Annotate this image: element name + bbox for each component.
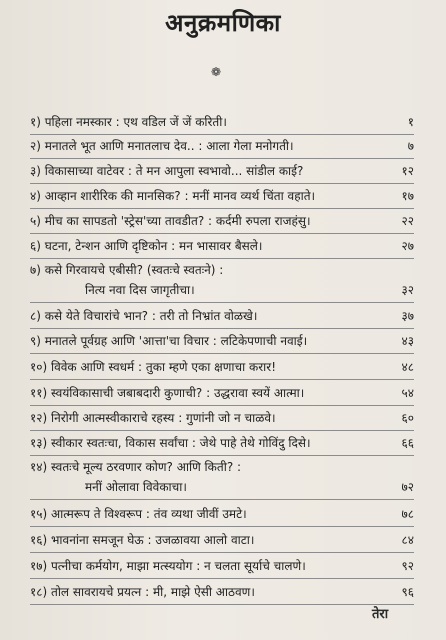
toc-entry — [30, 306, 414, 329]
toc-entry-title: १७) पत्नीचा कर्मयोग, माझा मत्स्ययोग : न चलता सूर्याचे चालणे। — [30, 559, 306, 573]
toc-entry-title: १४) स्वतःचे मूल्य ठरवणार कोण? आणि किती? : — [30, 460, 242, 474]
toc-entry-page: ७२ — [401, 480, 414, 494]
toc-entry — [30, 408, 414, 431]
toc-entry — [30, 211, 414, 234]
toc-entry-title: ४) आव्हान शारीरिक की मानसिक? : मनीं मानव व्यर्थ चिंता वहाते। — [30, 189, 316, 203]
toc-entry-page: ५४ — [401, 386, 414, 400]
toc-entry-title: १३) स्वीकार स्वतःचा, विकास सर्वांचा : जेथे पाहे तेथे गोविंदु दिसे। — [30, 436, 311, 450]
toc-entry-title: ७) कसे गिरवायचे एबीसी? (स्वतःचे स्वतःने) : — [30, 263, 224, 277]
toc-entry-page: २७ — [401, 239, 414, 253]
toc-entry-page: १ — [407, 115, 414, 129]
toc-entry-page: ७ — [407, 139, 414, 153]
toc-entry-title: १६) भावनांना समजून घेऊ : उजळावया आलो वाटा। — [30, 533, 255, 547]
page-title: अनुक्रमणिका — [165, 9, 281, 37]
toc-entry-page: ७८ — [401, 507, 414, 521]
toc-entry — [30, 260, 414, 303]
toc-entry — [30, 582, 414, 605]
flower-ornament-icon: ❁ — [210, 65, 222, 79]
toc-entry-page: ४८ — [401, 360, 414, 374]
toc-entry-page: ३२ — [401, 283, 414, 297]
toc-entry-title: १५) आत्मरूप ते विश्वरूप : तंव व्यथा जीवीं उमटे। — [30, 507, 247, 521]
toc-entry-title: २) मनातले भूत आणि मनातलाच देव.. : आला गेला मनोगती। — [30, 139, 294, 153]
toc-entry-page: १२ — [401, 164, 414, 178]
toc-entry-title: ९) मनातले पूर्वग्रह आणि 'आत्ता'चा विचार : लटिकेपणाची नवाई। — [30, 334, 308, 348]
toc-entry — [30, 504, 414, 527]
toc-entry — [30, 530, 414, 553]
toc-entry-title: १) पहिला नमस्कार : एथ वडिल जें जें करिती। — [30, 115, 227, 129]
toc-entry — [30, 236, 414, 259]
toc-entry — [30, 161, 414, 184]
toc-entry-page: ९६ — [401, 585, 414, 599]
toc-entry-page: २२ — [401, 214, 414, 228]
toc-entry — [30, 383, 414, 406]
toc-entry — [30, 457, 414, 500]
toc-entry-title: ८) कसे येते विचारांचे भान? : तरी तो निभ्रांत वोळखे। — [30, 309, 258, 323]
toc-entry — [30, 112, 414, 135]
toc-entry-subtitle: नित्य नवा दिस जागृतीचा। — [85, 283, 195, 297]
toc-entry-page: ३७ — [401, 309, 414, 323]
toc-entry-title: ५) मीच का सापडतो 'स्ट्रेस'च्या तावडीत? : कर्दमी रुपला राजहंसु। — [30, 214, 311, 228]
toc-entry-title: १८) तोल सावरायचे प्रयत्न : मी, माझे ऐसी आठवण। — [30, 585, 255, 599]
toc-entry-page: १७ — [401, 189, 414, 203]
toc-entry-page: ४३ — [401, 334, 414, 348]
toc-entry-page: ६६ — [401, 436, 414, 450]
toc-entry-title: ६) घटना, टेन्शन आणि दृष्टिकोन : मन भासावर बैसले। — [30, 239, 263, 253]
toc-entry-page: ६० — [401, 411, 414, 425]
toc-entry-page: ९२ — [401, 559, 414, 573]
toc-entry-title: ३) विकासाच्या वाटेवर : ते मन आपुला स्वभावो... सांडील काई? — [30, 164, 304, 178]
toc-entry-title: १२) निरोगी आत्मस्वीकाराचे रहस्य : गुणांनी जो न चाळवे। — [30, 411, 276, 425]
toc-entry — [30, 556, 414, 579]
toc-entry — [30, 357, 414, 380]
toc-entry — [30, 433, 414, 456]
toc-entry — [30, 136, 414, 159]
footer-page-word: तेरा — [372, 607, 389, 622]
toc-entry — [30, 186, 414, 209]
toc-entry-subtitle: मनीं ओलावा विवेकाचा। — [85, 480, 187, 494]
toc-entry-title: १०) विवेक आणि स्वधर्म : तुका म्हणे एका क्षणाचा करार! — [30, 360, 277, 374]
toc-entry — [30, 331, 414, 354]
toc-entry-page: ८४ — [401, 533, 414, 547]
toc-entry-title: ११) स्वयंविकासाची जबाबदारी कुणाची? : उद्धरावा स्वयें आत्मा। — [30, 386, 305, 400]
